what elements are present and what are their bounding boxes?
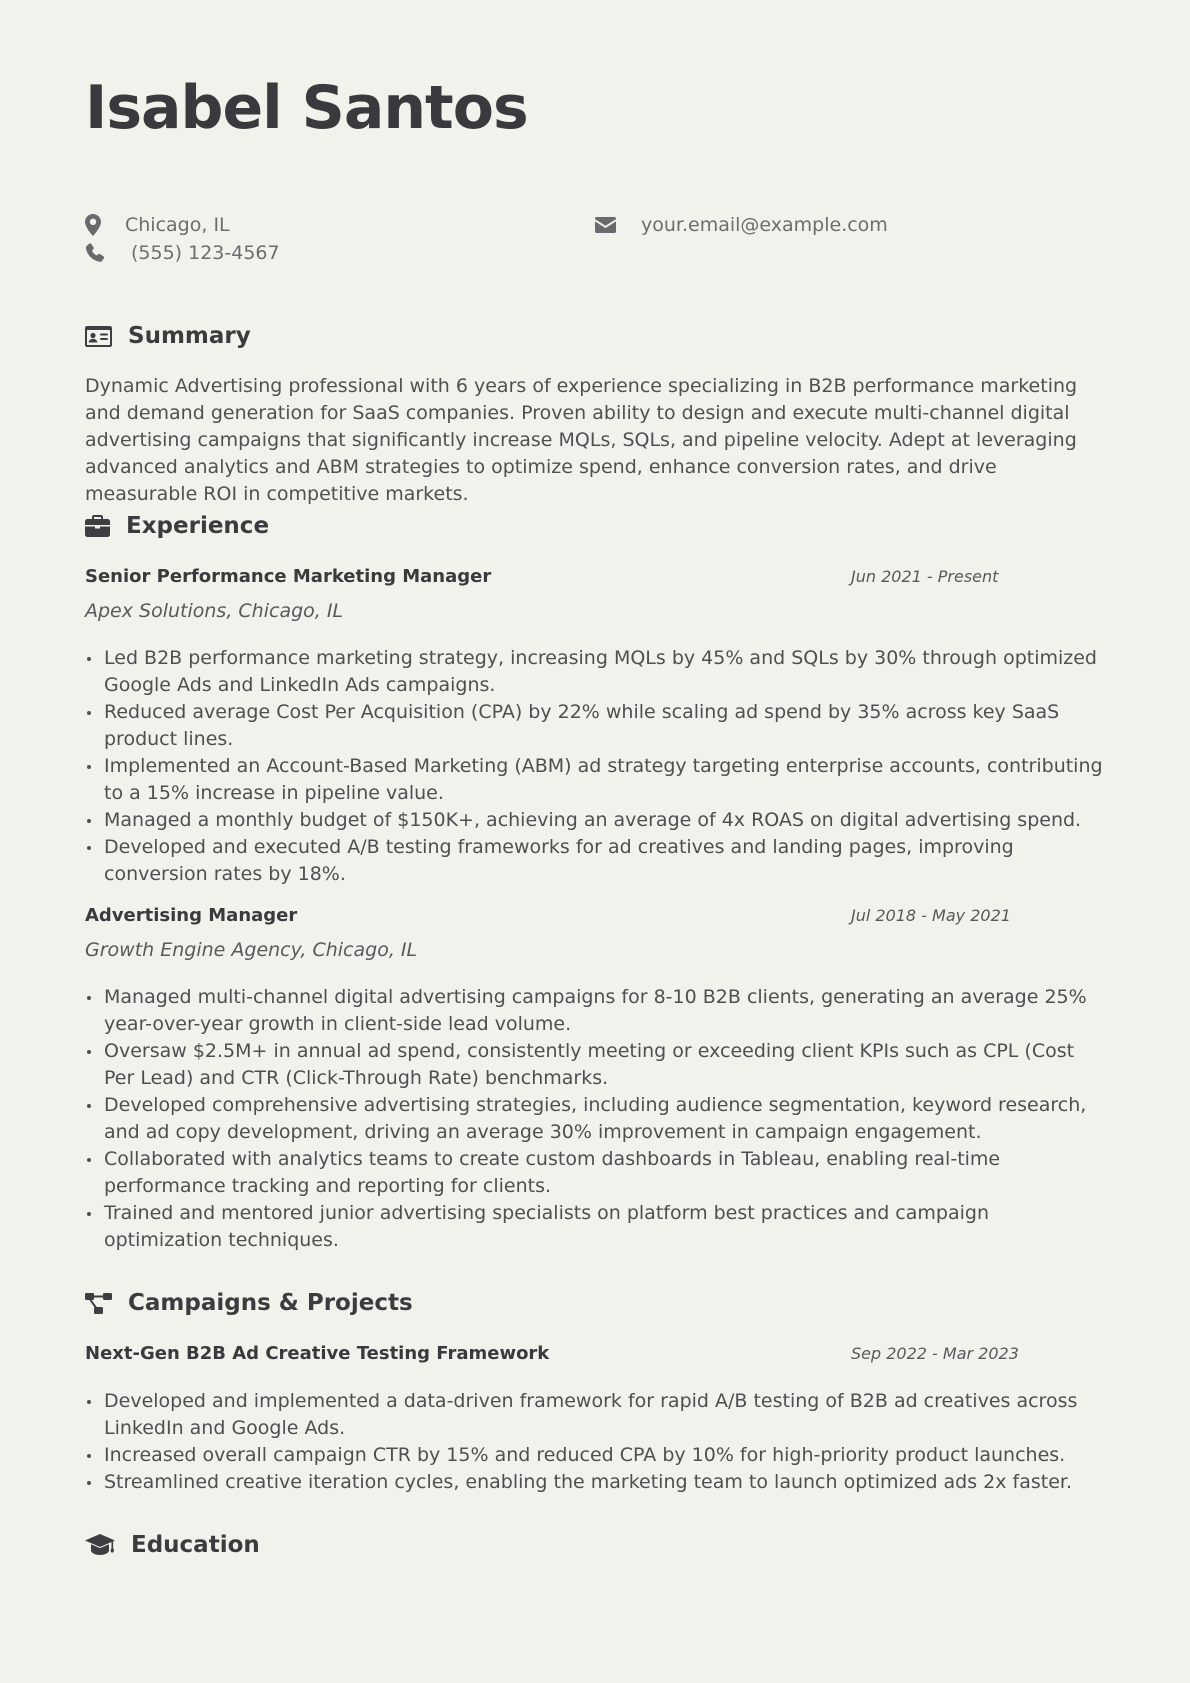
- job-company: Growth Engine Agency, Chicago, IL: [85, 939, 418, 961]
- list-item: Reduced average Cost Per Acquisition (CPA) by 22% while scaling ad spend by 35% across key SaaS product lines.: [85, 699, 1110, 753]
- list-item: Increased overall campaign CTR by 15% and reduced CPA by 10% for high-priority product launches.: [85, 1442, 1110, 1469]
- projects-heading-label: Campaigns & Projects: [128, 1290, 413, 1316]
- contact-location: [85, 213, 230, 237]
- project-diagram-icon: [85, 1293, 112, 1314]
- job-bullet-list: [85, 645, 1110, 888]
- contact-email: [595, 213, 888, 237]
- job-title: Advertising Manager: [85, 905, 298, 926]
- contact-phone: [85, 241, 280, 265]
- summary-heading-label: Summary: [128, 323, 251, 349]
- job-company: Apex Solutions, Chicago, IL: [85, 600, 344, 622]
- list-item: Led B2B performance marketing strategy, increasing MQLs by 45% and SQLs by 30% through optimized Google Ads and LinkedIn Ads campaigns.: [85, 645, 1110, 699]
- job-dates: Jun 2021 - Present: [851, 567, 999, 586]
- map-marker-icon: [85, 214, 101, 236]
- list-item: Trained and mentored junior advertising specialists on platform best practices and campaign optimization techniques.: [85, 1200, 1110, 1254]
- job-bullet-list: [85, 984, 1110, 1254]
- list-item: Developed and implemented a data-driven framework for rapid A/B testing of B2B ad creatives across LinkedIn and Google Ads.: [85, 1388, 1110, 1442]
- list-item: Implemented an Account-Based Marketing (ABM) ad strategy targeting enterprise accounts, contributing to a 15% increase in pipeline value.: [85, 753, 1110, 807]
- project-dates: Sep 2022 - Mar 2023: [851, 1344, 1019, 1363]
- project-title: Next-Gen B2B Ad Creative Testing Framework: [85, 1343, 550, 1364]
- briefcase-icon: [85, 515, 110, 537]
- phone-text: (555) 123-4567: [131, 242, 280, 264]
- candidate-name: Isabel Santos: [85, 73, 528, 143]
- email-link[interactable]: your.email@example.com: [641, 214, 888, 236]
- job-title: Senior Performance Marketing Manager: [85, 566, 492, 587]
- location-text: Chicago, IL: [125, 214, 230, 236]
- list-item: Collaborated with analytics teams to create custom dashboards in Tableau, enabling real-time performance tracking and reporting for clients.: [85, 1146, 1110, 1200]
- summary-paragraph: Dynamic Advertising professional with 6 years of experience specializing in B2B performance marketing and demand generation for SaaS companies. Proven ability to design and execute multi-channel digital advertising campaigns that significantly increase MQLs, SQLs, and pipeline velocity. Adept at leveraging advanced analytics and ABM strategies to optimize spend, enhance conversion rates, and drive measurable ROI in competitive markets.: [85, 375, 1078, 505]
- education-heading: [85, 1531, 260, 1559]
- list-item: Streamlined creative iteration cycles, enabling the marketing team to launch optimized ads 2x faster.: [85, 1469, 1110, 1496]
- job-dates: Jul 2018 - May 2021: [851, 906, 1011, 925]
- resume-page: [85, 0, 1105, 1683]
- project-bullet-list: [85, 1388, 1110, 1496]
- list-item: Managed multi-channel digital advertising campaigns for 8-10 B2B clients, generating an average 25% year-over-year growth in client-side lead volume.: [85, 984, 1110, 1038]
- education-heading-label: Education: [131, 1532, 260, 1558]
- list-item: Oversaw $2.5M+ in annual ad spend, consistently meeting or exceeding client KPIs such as CPL (Cost Per Lead) and CTR (Click-Through Rate) benchmarks.: [85, 1038, 1110, 1092]
- summary-heading: [85, 322, 251, 350]
- experience-heading-label: Experience: [126, 513, 270, 539]
- phone-icon: [85, 243, 105, 263]
- envelope-icon: [595, 217, 616, 233]
- list-item: Developed comprehensive advertising strategies, including audience segmentation, keyword research, and ad copy development, driving an average 30% improvement in campaign engagement.: [85, 1092, 1110, 1146]
- experience-heading: [85, 512, 269, 540]
- projects-heading: [85, 1289, 413, 1317]
- list-item: Developed and executed A/B testing frameworks for ad creatives and landing pages, improving conversion rates by 18%.: [85, 834, 1110, 888]
- list-item: Managed a monthly budget of $150K+, achieving an average of 4x ROAS on digital advertising spend.: [85, 807, 1110, 834]
- graduation-cap-icon: [85, 1534, 115, 1556]
- id-card-icon: [85, 326, 112, 347]
